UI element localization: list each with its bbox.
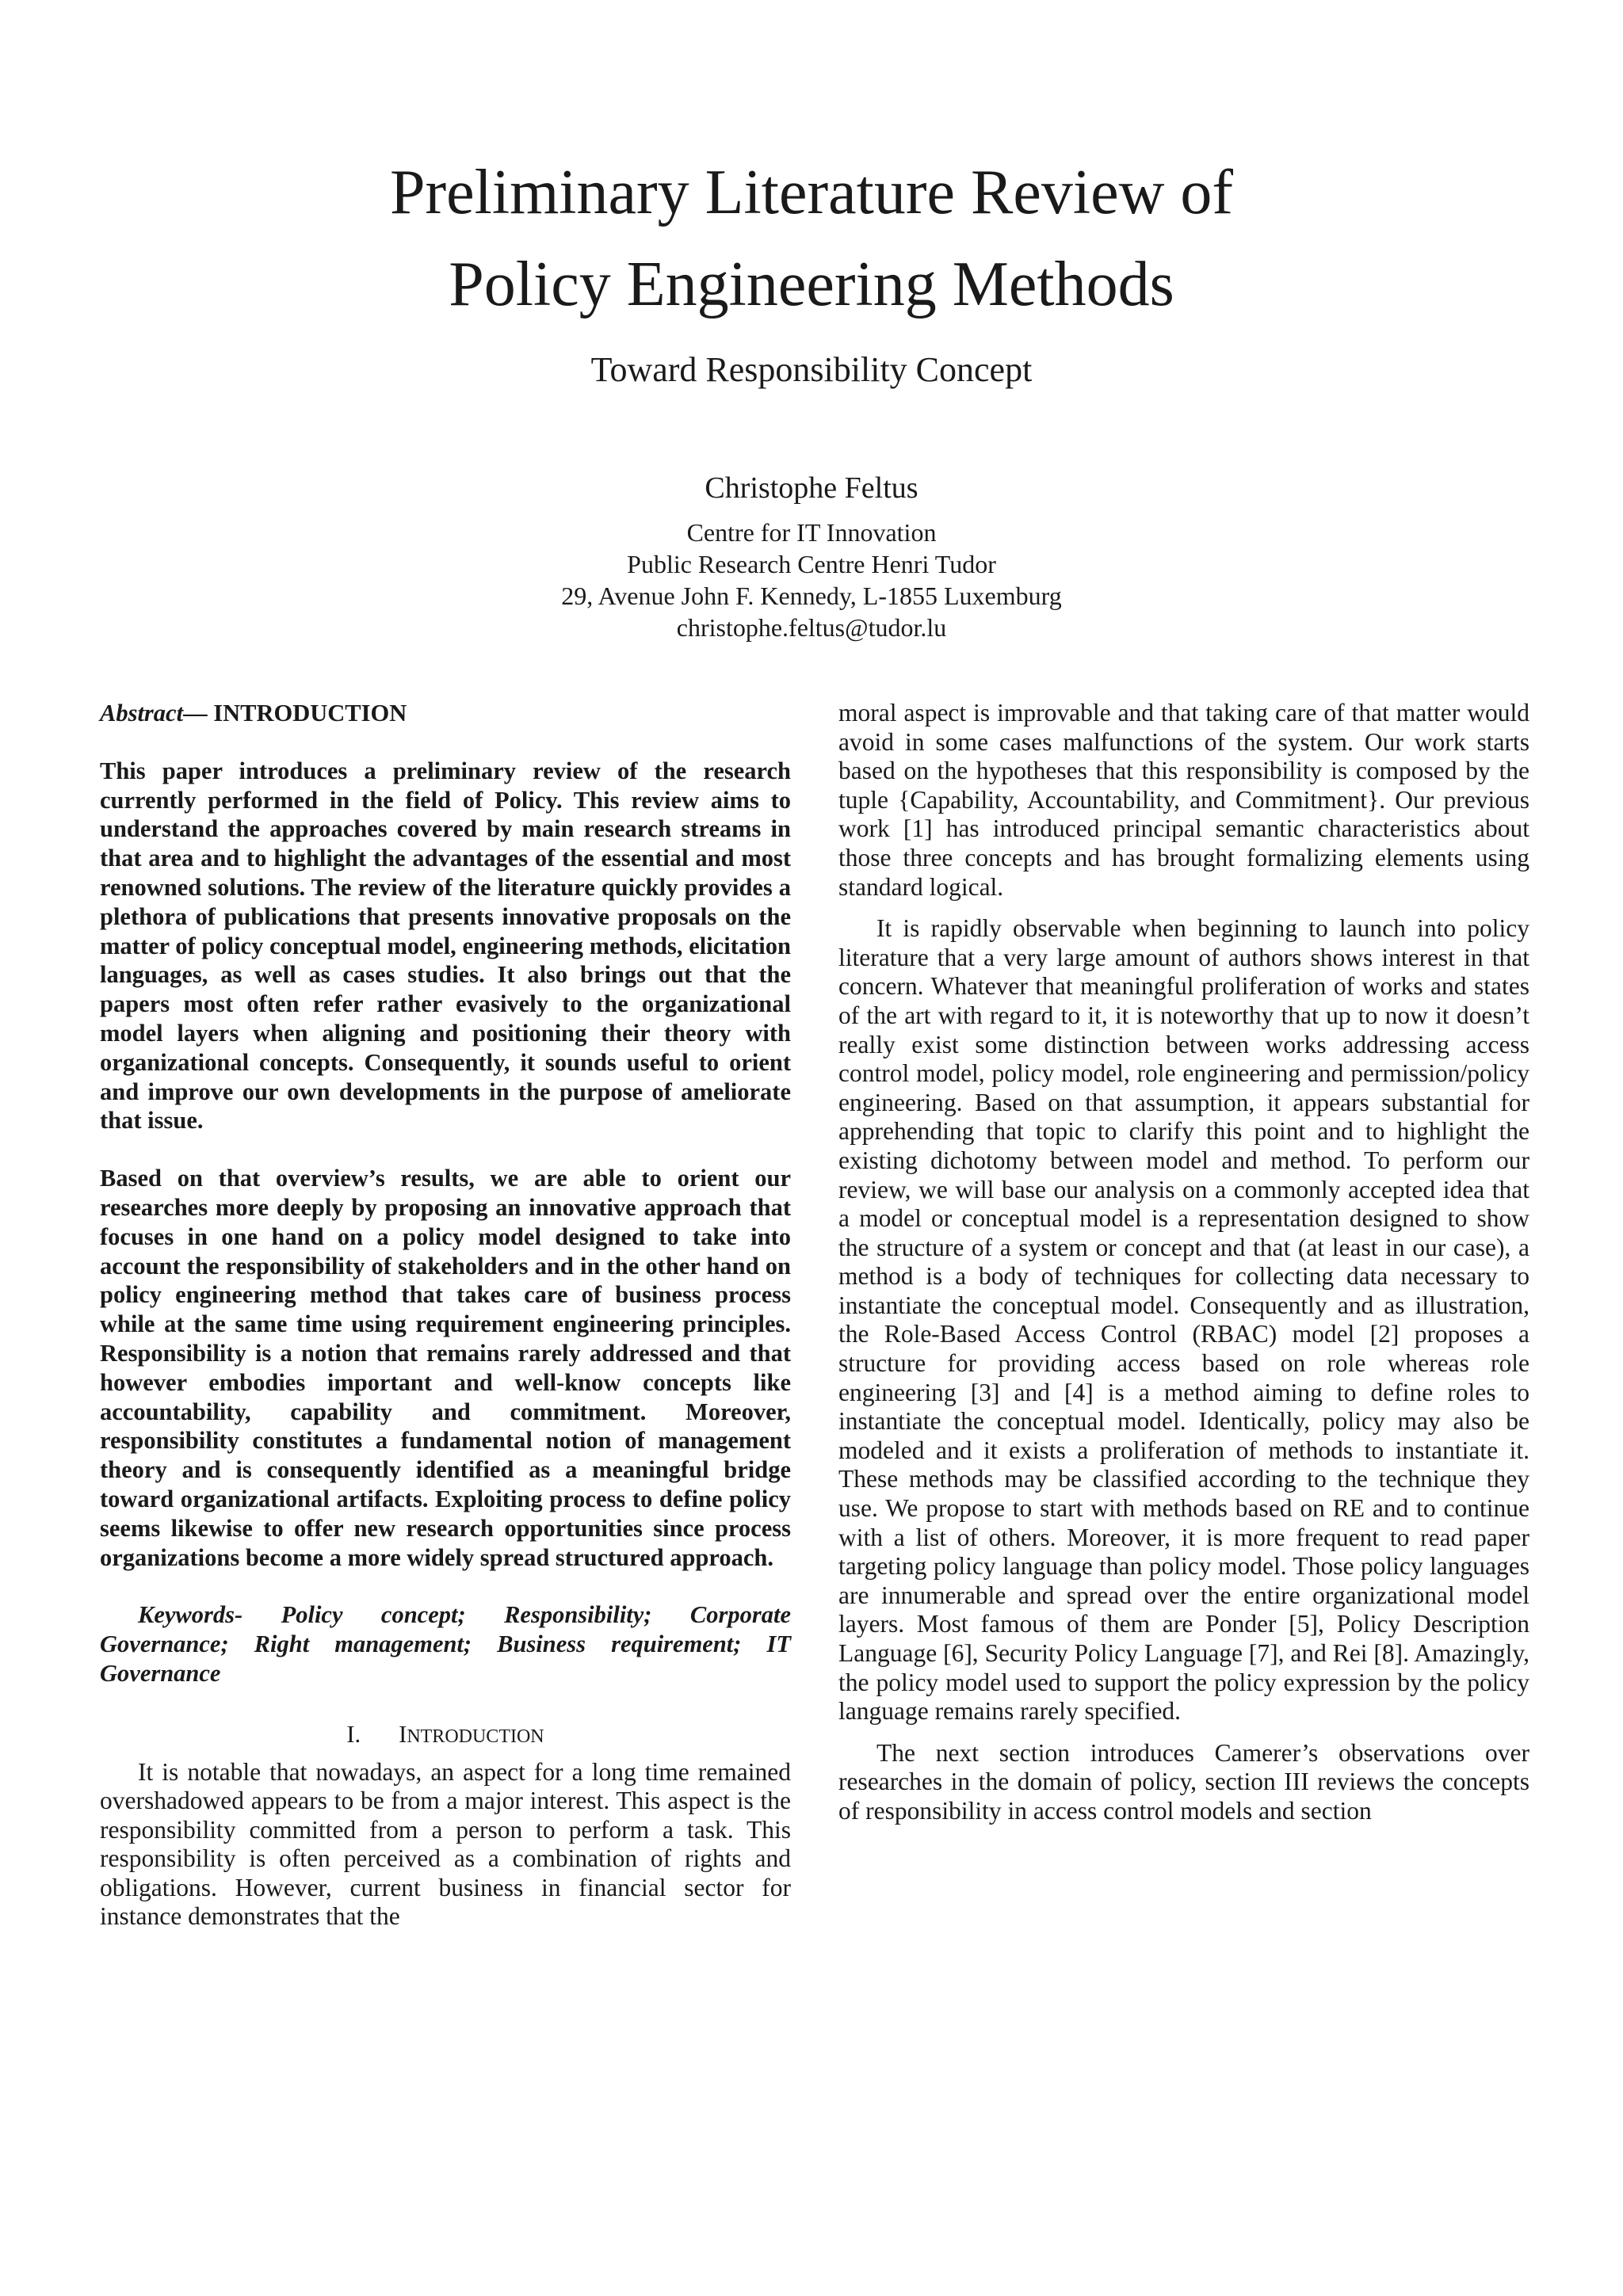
right-paragraph-2: It is rapidly observable when beginning to launch into policy literature that a very large amount of authors shows interest in that concern. Whatever that meaningful proliferation of works and states of the art with regard to it, it is noteworthy that up to now it doesn’t really exist some distinction between works addressing access control model, policy model, role engineering and permission/policy engineering. Based on that assumption, it appears substantial for apprehending that topic to clarify this point and to highlight the existing dichotomy between model and method. To perform our review, we will base our analysis on a commonly accepted idea that a model or conceptual model is a representation designed to show the structure of a system or concept and that (at least in our case), a method is a body of techniques for collecting data necessary to instantiate the conceptual model. Consequently and as illustration, the Role-Based Access Control (RBAC) model [2] proposes a structure for providing access based on role whereas role engineering [3] and [4] is a method aiming to define roles to instantiate the conceptual model. Identically, policy may also be modeled and it exists a proliferation of methods to instantiate it. These methods may be classified according to the technique they use. We propose to start with methods based on RE and to continue with a list of others. Moreover, it is more frequent to read paper targeting policy language than policy model. Those policy languages are innumerable and spread over the entire organizational model layers. Most famous of them are Ponder [5], Policy Description Language [6], Security Policy Language [7], and Rei [8]. Amazingly, the policy model used to support the policy expression by the policy language remains rarely specified. (838, 914, 1529, 1726)
paper-title-line-2: Policy Engineering Methods (449, 250, 1174, 319)
abstract-paragraph-2: Based on that overview’s results, we are able to orient our researches more deeply by proposing an innovative approach that focuses in one hand on a policy model designed to take into account the responsibility of stakeholders and in the other hand on policy engineering method that takes care of business process while at the same time using requirement engineering principles. Responsibility is a notion that remains rarely addressed and that however embodies important and well-know concepts like accountability, capability and commitment. Moreover, responsibility constitutes a fundamental notion of management theory and is consequently identified as a meaningful bridge toward organizational artifacts. Exploiting process to define policy seems likewise to offer new research opportunities since process organizations become a more widely spread structured approach. (100, 1165, 791, 1571)
abstract-paragraph-1: This paper introduces a preliminary review of the research currently performed in the field of Policy. This review aims to understand the approaches covered by main research streams in that area and to highlight the advantages of the essential and most renowned solutions. The review of the literature quickly provides a plethora of publications that presents innovative proposals on the matter of policy conceptual model, engineering methods, elicitation languages, as well as cases studies. It also brings out that the papers most often refer rather evasively to the organizational model layers when aligning and positioning their theory with organizational concepts. Consequently, it sounds useful to orient and improve our own developments in the purpose of ameliorate that issue. (100, 757, 791, 1135)
author-address: 29, Avenue John F. Kennedy, L-1855 Luxemburg (561, 582, 1062, 610)
author-block (0, 467, 1623, 643)
right-paragraph-3: The next section introduces Camerer’s observations over researches in the domain of policy, section III reviews the concepts of responsibility in access control models and section (838, 1738, 1529, 1825)
section-1-number: I. (346, 1720, 361, 1748)
left-column (100, 699, 791, 1944)
author-affiliation-1: Centre for IT Innovation (686, 518, 937, 547)
section-1-title-rest: NTRODUCTION (407, 1726, 544, 1747)
author-email: christophe.feltus@tudor.lu (676, 613, 947, 642)
paper-subtitle: Toward Responsibility Concept (590, 350, 1033, 389)
keywords: Keywords- Policy concept; Responsibility; Corporate Governance; Right management; Business requirement; IT Governance (100, 1601, 791, 1687)
section-1-paragraph-1: It is notable that nowadays, an aspect for a long time remained overshadowed appears to be from a major interest. This aspect is the responsibility committed from a person to perform a task. This responsibility is often perceived as a combination of rights and obligations. However, current business in financial sector for instance demonstrates that the (100, 1757, 791, 1931)
author-affiliation-2: Public Research Centre Henri Tudor (627, 550, 996, 578)
abstract-label: Abstract (100, 700, 184, 727)
section-1-title-initial: I (399, 1720, 407, 1748)
paper-title-line-1: Preliminary Literature Review of (389, 158, 1234, 227)
abstract-heading-text: — INTRODUCTION (183, 700, 407, 727)
right-paragraph-1: moral aspect is improvable and that taking care of that matter would avoid in some cases malfunctions of the system. Our work starts based on the hypotheses that this responsibility is composed by the tuple {Capability, Accountability, and Commitment}. Our previous work [1] has introduced principal semantic characteristics about those three concepts and has brought formalizing elements using standard logical. (838, 699, 1529, 901)
abstract-heading (100, 699, 791, 728)
title-block (0, 147, 1623, 394)
right-column (838, 699, 1529, 1839)
section-1-heading (100, 1720, 791, 1752)
author-name: Christophe Feltus (705, 471, 918, 505)
